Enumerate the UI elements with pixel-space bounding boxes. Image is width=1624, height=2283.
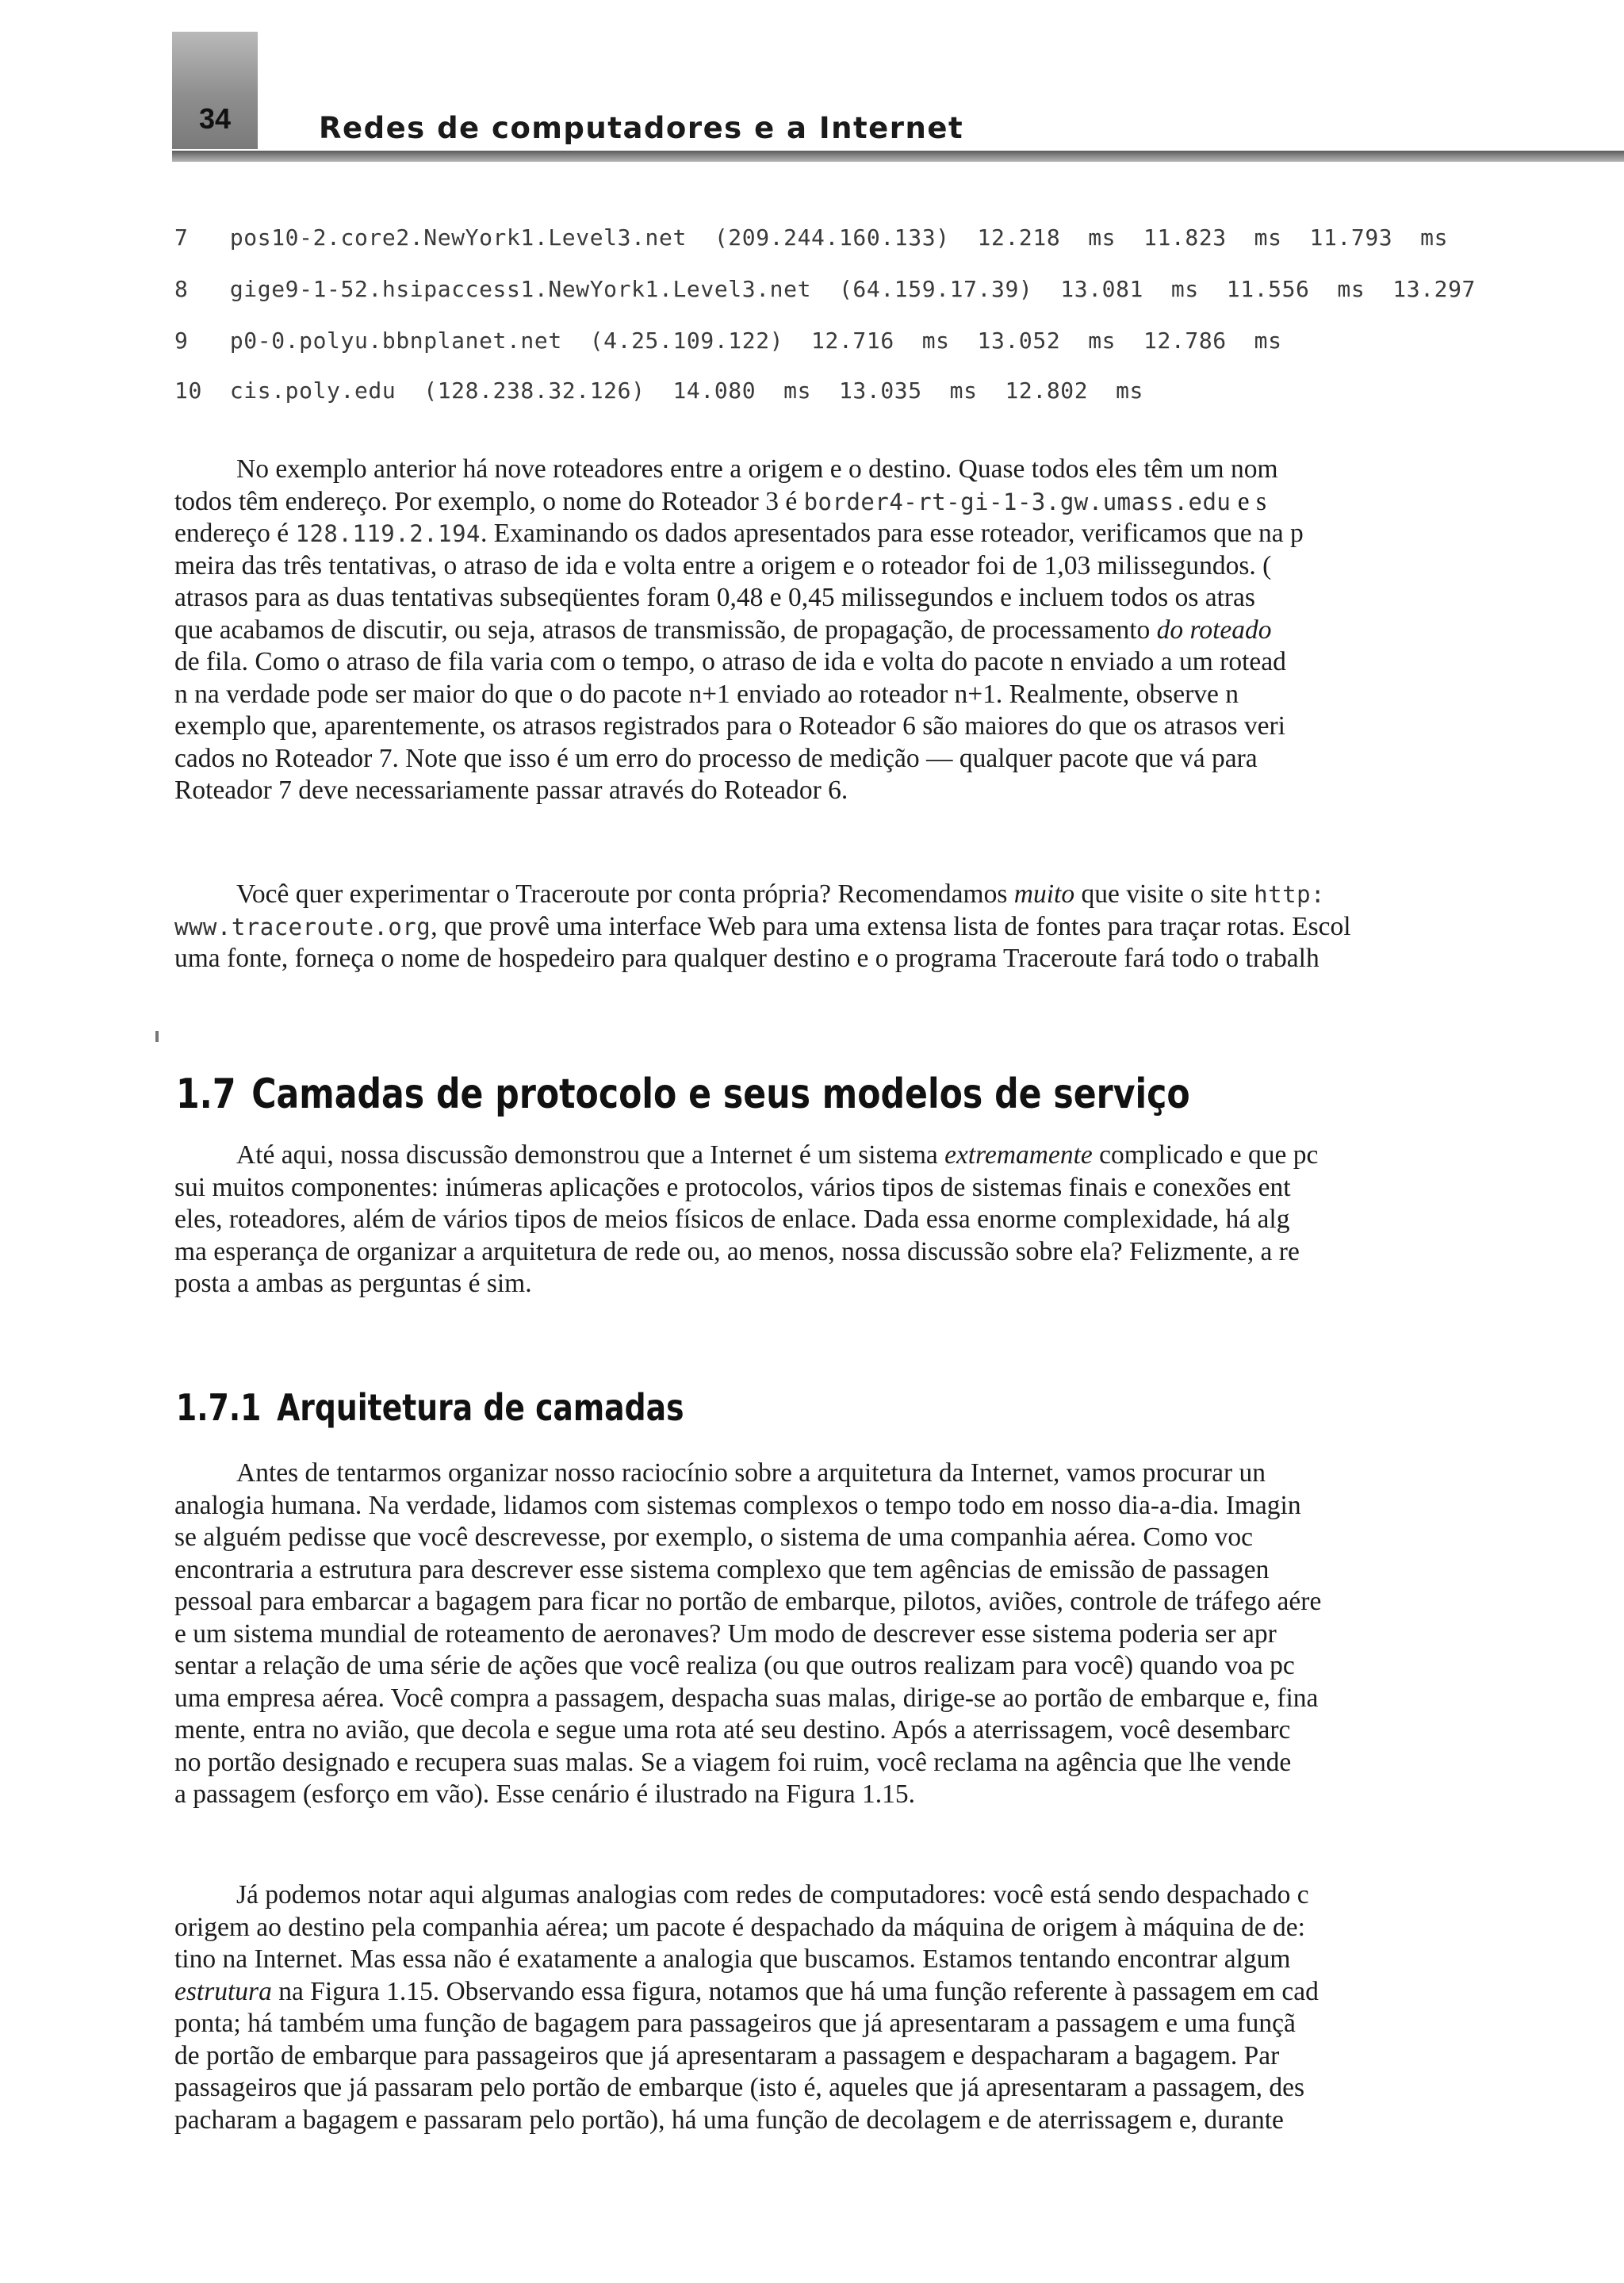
url-code: www.traceroute.org bbox=[174, 913, 431, 940]
text-line: origem ao destino pela companhia aérea; um pacote é despachado da máquina de origem à máquina de de: bbox=[174, 1912, 1305, 1942]
italic-text: estrutura bbox=[174, 1976, 272, 2006]
traceroute-line: 9 p0-0.polyu.bbnplanet.net (4.25.109.122) 12.716 ms 13.052 ms 12.786 ms bbox=[174, 328, 1282, 354]
margin-mark bbox=[155, 1031, 159, 1042]
section-number: 1.7 bbox=[176, 1071, 236, 1118]
text-line: no portão designado e recupera suas malas. Se a viagem foi ruim, você reclama na agência que lhe vende bbox=[174, 1747, 1292, 1777]
text-line: meira das três tentativas, o atraso de ida e volta entre a origem e o roteador foi de 1,03 milissegundos. ( bbox=[174, 550, 1272, 580]
header-rule bbox=[172, 151, 1624, 162]
text-line: n na verdade pode ser maior do que o do pacote n+1 enviado ao roteador n+1. Realmente, observe n bbox=[174, 679, 1239, 709]
text-line: pessoal para embarcar a bagagem para ficar no portão de embarque, pilotos, aviões, controle de tráfego aére bbox=[174, 1587, 1322, 1616]
text-line: a passagem (esforço em vão). Esse cenário é ilustrado na Figura 1.15. bbox=[174, 1779, 915, 1809]
text-line bbox=[174, 911, 1594, 944]
paragraph bbox=[174, 454, 1594, 807]
subsection-number: 1.7.1 bbox=[176, 1386, 262, 1429]
text-line: exemplo que, aparentemente, os atrasos registrados para o Roteador 6 são maiores do que os atrasos veri bbox=[174, 711, 1285, 741]
text-line: atrasos para as duas tentativas subseqüentes foram 0,48 e 0,45 milissegundos e incluem todos os atras bbox=[174, 583, 1255, 612]
text-line: Já podemos notar aqui algumas analogias com redes de computadores: você está sendo despachado c bbox=[236, 1880, 1309, 1910]
paragraph bbox=[174, 1140, 1594, 1300]
url-code: http: bbox=[1254, 881, 1325, 908]
text-line: Antes de tentarmos organizar nosso raciocínio sobre a arquitetura da Internet, vamos procurar un bbox=[236, 1458, 1266, 1488]
text-line: sentar a relação de uma série de ações que você realiza (ou que outros realizam para você) quando voa pc bbox=[174, 1651, 1295, 1680]
paragraph bbox=[174, 1458, 1594, 1811]
text-line: encontraria a estrutura para descrever esse sistema complexo que tem agências de emissão de passagen bbox=[174, 1554, 1270, 1584]
text-line: cados no Roteador 7. Note que isso é um erro do processo de medição — qualquer pacote que vá para bbox=[174, 743, 1258, 773]
text-line: e um sistema mundial de roteamento de aeronaves? Um modo de descrever esse sistema poderia ser apr bbox=[174, 1618, 1277, 1649]
text-line: analogia humana. Na verdade, lidamos com sistemas complexos o tempo todo em nosso dia-a-dia. Imagin bbox=[174, 1490, 1301, 1520]
text-line: de portão de embarque para passageiros que já apresentaram a passagem e despacharam a bagagem. Par bbox=[174, 2040, 1280, 2070]
text-run: na Figura 1.15. Observando essa figura, notamos que há uma função referente à passagem em cad bbox=[271, 1976, 1319, 2006]
text-run: todos têm endereço. Por exemplo, o nome do Roteador 3 é bbox=[174, 486, 804, 516]
text-line bbox=[174, 486, 1594, 519]
paragraph bbox=[174, 1879, 1594, 2136]
section-heading bbox=[176, 1071, 1190, 1118]
text-line: uma empresa aérea. Você compra a passagem, despacha suas malas, dirige-se ao portão de embarque e, fina bbox=[174, 1683, 1319, 1713]
text-run: , que provê uma interface Web para uma extensa lista de fontes para traçar rotas. Escol bbox=[431, 911, 1351, 941]
text-run: . Examinando os dados apresentados para esse roteador, verificamos que na p bbox=[481, 519, 1304, 548]
text-line: eles, roteadores, além de vários tipos de meios físicos de enlace. Dada essa enorme complexidade, há alg bbox=[174, 1205, 1290, 1234]
text-line: se alguém pedisse que você descrevesse, por exemplo, o sistema de uma companhia aérea. Como voc bbox=[174, 1523, 1254, 1552]
text-line: passageiros que já passaram pelo portão de embarque (isto é, aqueles que já apresentaram a passagem, des bbox=[174, 2073, 1305, 2102]
italic-text: extremamente bbox=[944, 1140, 1093, 1170]
text-line bbox=[174, 1976, 1594, 2009]
text-line bbox=[174, 615, 1594, 647]
paragraph bbox=[174, 879, 1594, 975]
traceroute-line: 10 cis.poly.edu (128.238.32.126) 14.080 ms 13.035 ms 12.802 ms bbox=[174, 377, 1144, 404]
text-line bbox=[174, 1140, 1594, 1172]
text-line: uma fonte, forneça o nome de hospedeiro para qualquer destino e o programa Traceroute fará todo o trabalh bbox=[174, 944, 1320, 973]
italic-text: muito bbox=[1013, 879, 1075, 909]
section-title: Camadas de protocolo e seus modelos de serviço bbox=[251, 1071, 1190, 1118]
text-line bbox=[174, 518, 1594, 550]
text-run: Até aqui, nossa discussão demonstrou que a Internet é um sistema bbox=[236, 1140, 945, 1170]
running-header: Redes de computadores e a Internet bbox=[319, 111, 964, 145]
text-line: ma esperança de organizar a arquitetura de rede ou, ao menos, nossa discussão sobre ela? Felizmente, a re bbox=[174, 1236, 1300, 1266]
text-line: No exemplo anterior há nove roteadores entre a origem e o destino. Quase todos eles têm um nom bbox=[236, 454, 1278, 484]
ip-address-code: 128.119.2.194 bbox=[295, 520, 481, 547]
text-run: endereço é bbox=[174, 519, 296, 548]
text-run: Você quer experimentar o Traceroute por conta própria? Recomendamos bbox=[236, 879, 1014, 909]
text-line: Roteador 7 deve necessariamente passar através do Roteador 6. bbox=[174, 776, 848, 805]
hostname-code: border4-rt-gi-1-3.gw.umass.edu bbox=[803, 488, 1231, 515]
text-run: que visite o site bbox=[1074, 879, 1254, 909]
text-run: complicado e que pc bbox=[1092, 1140, 1319, 1170]
subsection-heading bbox=[176, 1386, 684, 1429]
text-run: que acabamos de discutir, ou seja, atrasos de transmissão, de propagação, de processamento bbox=[174, 615, 1157, 645]
traceroute-line: 7 pos10-2.core2.NewYork1.Level3.net (209.244.160.133) 12.218 ms 11.823 ms 11.793 ms bbox=[174, 224, 1449, 251]
text-line: mente, entra no avião, que decola e segue uma rota até seu destino. Após a aterrissagem, você desembarc bbox=[174, 1715, 1291, 1745]
text-line: ponta; há também uma função de bagagem para passageiros que já apresentaram a passagem e uma funçã bbox=[174, 2009, 1296, 2038]
text-line bbox=[174, 879, 1594, 911]
text-line: de fila. Como o atraso de fila varia com o tempo, o atraso de ida e volta do pacote n enviado a um rotead bbox=[174, 647, 1286, 676]
italic-text: do roteado bbox=[1156, 615, 1272, 645]
text-run: e s bbox=[1231, 486, 1267, 516]
page-number: 34 bbox=[198, 102, 232, 135]
text-line: sui muitos componentes: inúmeras aplicações e protocolos, vários tipos de sistemas finais e conexões ent bbox=[174, 1172, 1291, 1202]
traceroute-line: 8 gige9-1-52.hsipaccess1.NewYork1.Level3.net (64.159.17.39) 13.081 ms 11.556 ms 13.297 bbox=[174, 276, 1476, 302]
text-line: posta a ambas as perguntas é sim. bbox=[174, 1269, 532, 1298]
text-line: pacharam a bagagem e passaram pelo portão), há uma função de decolagem e de aterrissagem e, durante bbox=[174, 2105, 1284, 2135]
text-line: tino na Internet. Mas essa não é exatamente a analogia que buscamos. Estamos tentando encontrar algum bbox=[174, 1944, 1291, 1974]
subsection-title: Arquitetura de camadas bbox=[277, 1386, 684, 1429]
